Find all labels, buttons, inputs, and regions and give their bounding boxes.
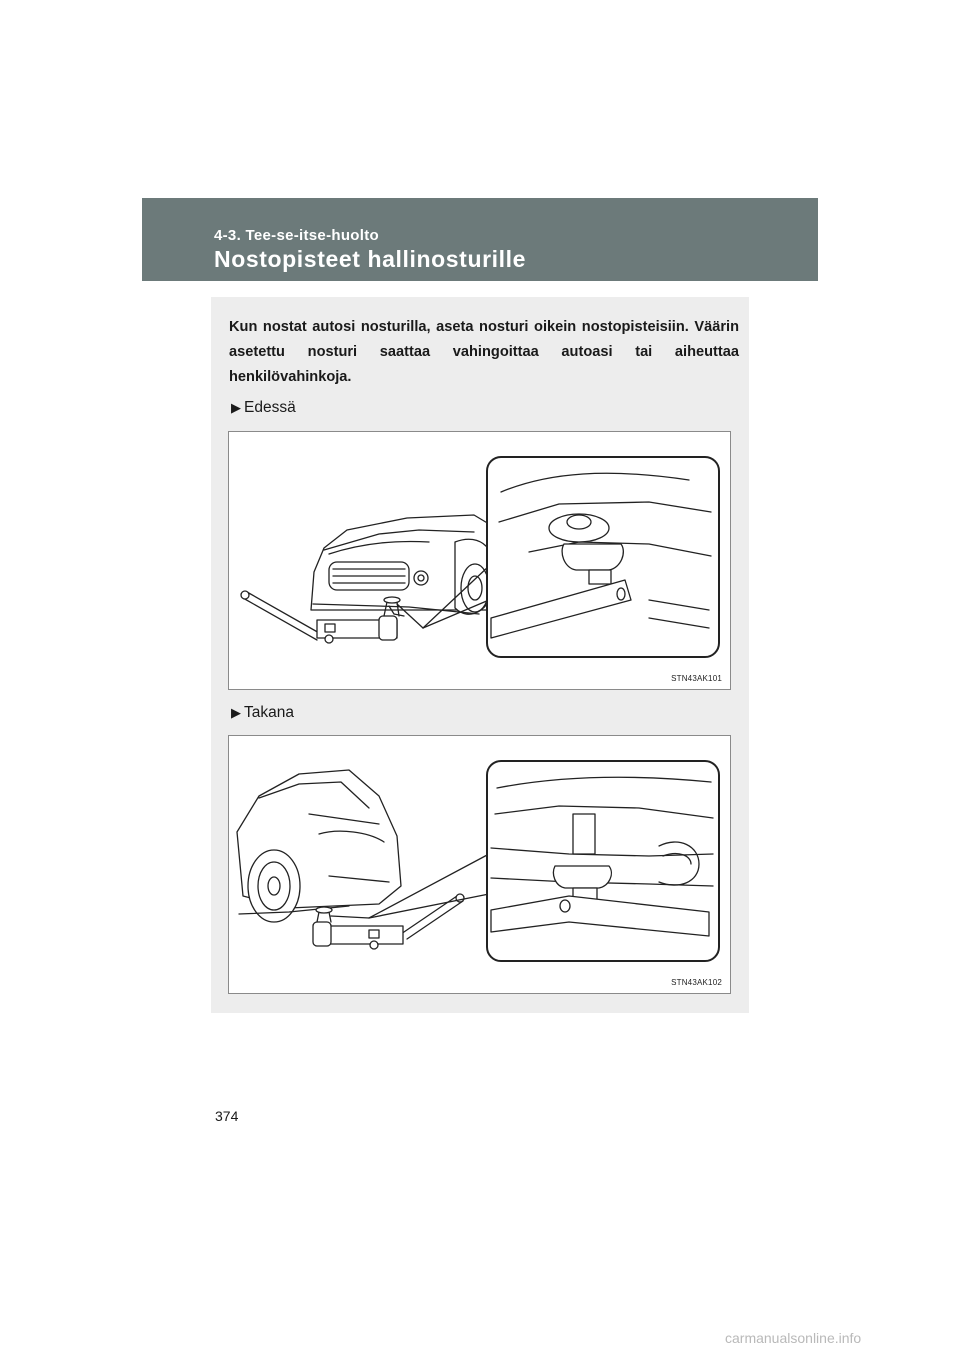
section-header — [142, 198, 818, 281]
section-number: 4-3. Tee-se-itse-huolto — [214, 227, 379, 244]
rear-label-text: Takana — [244, 704, 294, 721]
car-front-drawing — [311, 515, 496, 616]
car-rear-drawing — [237, 770, 401, 922]
intro-paragraph: Kun nostat autosi nosturilla, aseta nosturi oikein nostopisteisiin. Väärin asetettu nosturi saattaa vahingoittaa autoasi tai aiheuttaa henkilövahinkoja. — [229, 319, 739, 385]
triangle-right-icon: ▶ — [231, 705, 241, 720]
page-title: Nostopisteet hallinosturille — [214, 246, 527, 272]
rear-inset-detail — [487, 761, 719, 961]
front-label-text: Edessä — [244, 399, 296, 416]
content-panel — [211, 297, 749, 1013]
figure-code: STN43AK101 — [671, 674, 722, 683]
front-jack-illustration — [228, 431, 731, 690]
figure-code: STN43AK102 — [671, 978, 722, 987]
watermark: carmanualsonline.info — [725, 1330, 862, 1346]
front-label — [231, 399, 296, 417]
page-number: 374 — [215, 1108, 239, 1124]
rear-label — [231, 704, 294, 722]
front-inset-detail — [487, 457, 719, 657]
rear-jack-illustration — [228, 735, 731, 994]
triangle-right-icon: ▶ — [231, 400, 241, 415]
